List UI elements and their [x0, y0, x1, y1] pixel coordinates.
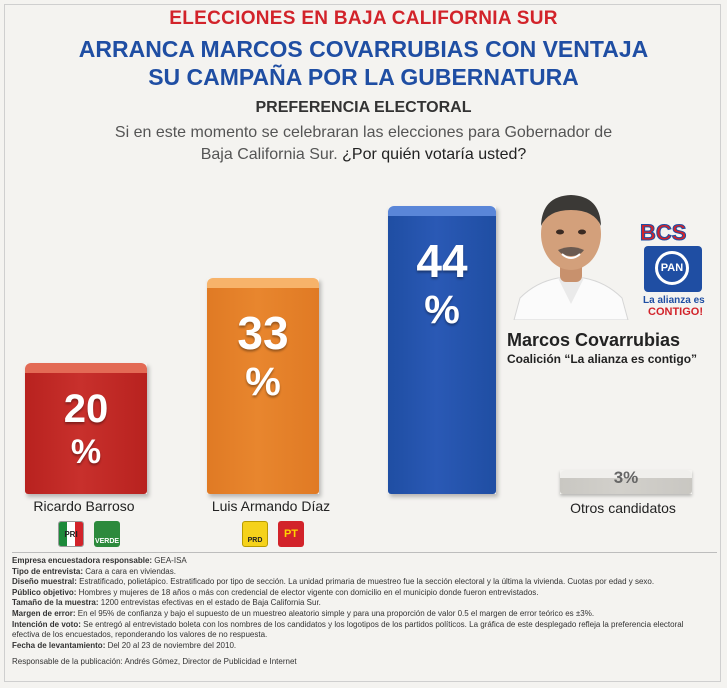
methodology-line	[12, 577, 717, 588]
featured-candidate-name: Marcos Covarrubias	[507, 330, 681, 350]
methodology-line	[12, 556, 717, 567]
question-line-2-b: ¿Por quién votaría usted?	[337, 146, 527, 163]
pt-logo-text: PT	[283, 528, 299, 540]
category-label-otros-candidatos: Otros candidatos	[570, 500, 676, 516]
bar-percent-sign: %	[70, 433, 102, 471]
methodology-line	[12, 641, 717, 652]
bar-luis-armando-diaz	[207, 278, 319, 494]
prd-logo-icon	[242, 521, 268, 547]
pan-logo-text: PAN	[655, 251, 689, 285]
headline-line-1: ARRANCA MARCOS COVARRUBIAS CON VENTAJA	[78, 36, 649, 62]
methodology-text: Cara a cara en viviendas.	[82, 566, 176, 576]
bar-ricardo-barroso	[25, 363, 147, 494]
category-label-luis-armando-diaz: Luis Armando Díaz	[211, 498, 331, 514]
category-label-ricardo-barroso: Ricardo Barroso	[33, 498, 135, 514]
question-line-2-a: Baja California Sur.	[200, 146, 338, 163]
methodology-line	[12, 630, 717, 641]
headline-line-2: SU CAMPAÑA POR LA GUBERNATURA	[148, 64, 579, 90]
methodology-line	[12, 567, 717, 578]
methodology-label: Tamaño de la muestra:	[12, 598, 99, 608]
methodology-text: 1200 entrevistas efectivas en el estado de Baja California Sur.	[98, 598, 321, 608]
bar-value-label: 33	[237, 306, 289, 359]
bar-otros-candidatos	[560, 470, 692, 494]
supertitle: ELECCIONES EN BAJA CALIFORNIA SUR	[169, 8, 558, 29]
verde-logo-icon	[94, 521, 120, 547]
divider	[12, 552, 717, 553]
methodology-label: Empresa encuestadora responsable:	[12, 556, 153, 565]
prd-logo-text: PRD	[247, 537, 263, 544]
methodology-text: GEA-ISA	[152, 556, 187, 565]
logo-slogan-2: CONTIGO!	[648, 306, 703, 318]
methodology-label: Diseño muestral:	[12, 577, 77, 587]
responsible-line: Responsable de la publicación: Andrés Gómez, Director de Publicidad e Internet	[12, 657, 297, 666]
bcs-logo-text: BCS	[640, 220, 687, 245]
bar-value-label: 44	[416, 234, 468, 287]
question-line-2	[0, 146, 727, 164]
methodology-line	[12, 588, 717, 599]
verde-logo-text: VERDE	[94, 538, 120, 545]
bar-percent-sign: %	[245, 359, 281, 404]
logo-slogan-1: La alianza es	[643, 295, 705, 306]
bar-value-label: 3%	[613, 468, 639, 487]
pan-logo-icon	[644, 246, 702, 292]
methodology-label: Público objetivo:	[12, 587, 77, 597]
methodology-notes	[12, 556, 717, 651]
methodology-label: Tipo de entrevista:	[12, 566, 83, 576]
pri-logo-icon	[58, 521, 84, 547]
methodology-text: Del 20 al 23 de noviembre del 2010.	[105, 640, 237, 650]
methodology-line	[12, 609, 717, 620]
methodology-text: En el 95% de confianza y bajo el supuesto de un muestreo aleatorio simple y para una proporción de valor 0.5 el margen de error teórico es ±3%.	[75, 608, 595, 618]
pt-logo-icon	[278, 521, 304, 547]
chart-subhead: PREFERENCIA ELECTORAL	[255, 99, 472, 116]
methodology-label: Fecha de levantamiento:	[12, 640, 106, 650]
candidate-photo-icon	[506, 186, 636, 320]
methodology-text: efectiva de los encuestados, reponderando los valores de no respuesta.	[12, 630, 268, 640]
methodology-label: Margen de error:	[12, 608, 76, 618]
methodology-label: Intención de voto:	[12, 619, 81, 629]
bar-value-label: 20	[63, 387, 109, 431]
bar-marcos-covarrubias	[388, 206, 496, 494]
methodology-text: Estratificado, polietápico. Estratificado por tipo de sección. La unidad primaria de muestreo fue la sección electoral y la última la vivienda. Cuotas por edad y sexo.	[76, 577, 655, 587]
methodology-line	[12, 620, 717, 631]
featured-coalition: Coalición “La alianza es contigo”	[507, 352, 698, 366]
methodology-line	[12, 598, 717, 609]
methodology-text: Hombres y mujeres de 18 años o más con credencial de elector vigente con domicilio en el municipio donde fueron entrevistados.	[76, 587, 539, 597]
bar-percent-sign: %	[424, 287, 460, 332]
question-line-1: Si en este momento se celebraran las elecciones para Gobernador de	[114, 124, 613, 141]
pri-logo-text: PRI	[64, 529, 78, 539]
methodology-text: Se entregó al entrevistado boleta con los nombres de los candidatos y los logotipos de los partidos políticos. La gráfica de este desplegado refleja la preferencia electoral	[80, 619, 684, 629]
